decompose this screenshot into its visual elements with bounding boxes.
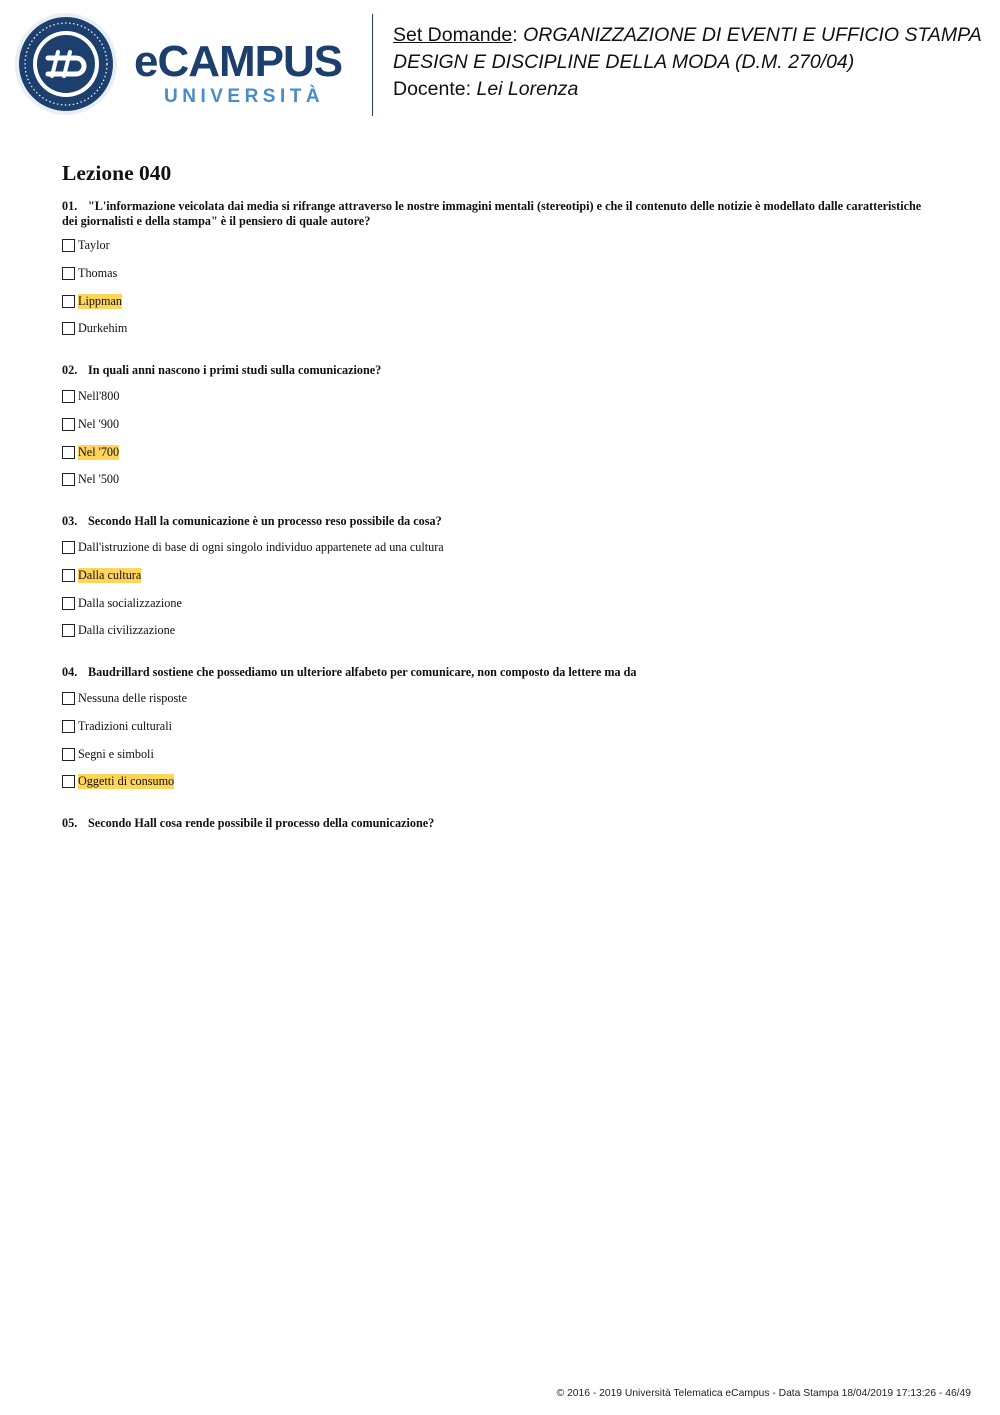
question-number: 04. — [62, 665, 78, 679]
checkbox[interactable] — [62, 541, 75, 554]
option-label: Tradizioni culturali — [78, 718, 172, 733]
lesson-title: Lezione 040 — [62, 161, 172, 185]
checkbox[interactable] — [62, 295, 75, 308]
checkbox[interactable] — [62, 473, 75, 486]
question-text: Baudrillard sostiene che possediamo un ulteriore alfabeto per comunicare, non composto da lettere ma da — [88, 665, 637, 679]
option-label: Nel '500 — [78, 471, 120, 486]
question-05 — [62, 816, 922, 831]
question-text: "L'informazione veicolata dai media si rifrange attraverso le nostre immagini mentali (stereotipi) e che il contenuto delle notizie è modellato dalle caratteristiche dei giornalisti e della stampa" è il pensiero di quale autore? — [62, 199, 922, 228]
option-label: Segni e simboli — [78, 746, 154, 761]
checkbox[interactable] — [62, 390, 75, 403]
checkbox[interactable] — [62, 692, 75, 705]
option-800[interactable] — [62, 388, 119, 404]
option-label: Dalla civilizzazione — [78, 622, 176, 637]
question-number: 03. — [62, 514, 78, 528]
option-900[interactable] — [62, 416, 119, 432]
header-info: Set Domande: ORGANIZZAZIONE DI EVENTI E UFFICIO STAMPA DESIGN E DISCIPLINE DELLA MODA (D.M. 270/04) Docente: Lei Lorenza — [393, 24, 982, 100]
docente-name: Lei Lorenza — [476, 78, 579, 100]
question-number: 05. — [62, 816, 78, 830]
option-socializzazione[interactable] — [62, 595, 182, 611]
set-title-line1: ORGANIZZAZIONE DI EVENTI E UFFICIO STAMPA — [523, 24, 982, 46]
option-label-highlighted: Lippman — [78, 293, 123, 308]
option-segni[interactable] — [62, 746, 154, 762]
option-durkehim[interactable] — [62, 320, 127, 336]
checkbox[interactable] — [62, 322, 75, 335]
page-footer: © 2016 - 2019 Università Telematica eCampus - Data Stampa 18/04/2019 17:13:26 - 46/49 — [556, 1388, 971, 1399]
option-label-highlighted: Nel '700 — [78, 444, 120, 459]
option-label: Nessuna delle risposte — [78, 690, 187, 705]
checkbox[interactable] — [62, 239, 75, 252]
option-civilizzazione[interactable] — [62, 622, 175, 638]
docente-label: Docente: — [393, 78, 472, 100]
question-03 — [62, 514, 922, 529]
option-cultura[interactable] — [62, 567, 141, 583]
option-istruzione[interactable] — [62, 539, 444, 555]
question-number: 02. — [62, 363, 78, 377]
question-01 — [62, 199, 922, 228]
question-text: In quali anni nascono i primi studi sulla comunicazione? — [88, 363, 382, 377]
option-label: Thomas — [78, 265, 118, 280]
option-label: Nell'800 — [78, 388, 120, 403]
question-02 — [62, 363, 922, 378]
option-tradizioni[interactable] — [62, 718, 172, 734]
option-label: Dalla socializzazione — [78, 595, 182, 610]
option-taylor[interactable] — [62, 237, 110, 253]
option-label-highlighted: Oggetti di consumo — [78, 773, 175, 788]
logo-wordmark: eCAMPUS — [134, 37, 343, 86]
checkbox[interactable] — [62, 418, 75, 431]
option-500[interactable] — [62, 471, 119, 487]
option-label: Nel '900 — [78, 416, 120, 431]
checkbox[interactable] — [62, 720, 75, 733]
option-thomas[interactable] — [62, 265, 117, 281]
checkbox[interactable] — [62, 748, 75, 761]
option-label: Dall'istruzione di base di ogni singolo individuo appartenete ad una cultura — [78, 539, 444, 554]
question-04 — [62, 665, 922, 680]
option-label: Durkehim — [78, 320, 128, 335]
checkbox[interactable] — [62, 775, 75, 788]
checkbox[interactable] — [62, 446, 75, 459]
option-label: Taylor — [78, 237, 110, 252]
checkbox[interactable] — [62, 597, 75, 610]
option-label-highlighted: Dalla cultura — [78, 567, 142, 582]
checkbox[interactable] — [62, 569, 75, 582]
set-title-line2: DESIGN E DISCIPLINE DELLA MODA (D.M. 270/04) — [393, 51, 855, 73]
option-lippman[interactable] — [62, 293, 122, 309]
checkbox[interactable] — [62, 267, 75, 280]
set-label: Set Domande — [393, 24, 513, 46]
logo-subtitle: UNIVERSITÀ — [164, 86, 325, 107]
question-number: 01. — [62, 199, 78, 213]
question-text: Secondo Hall cosa rende possibile il processo della comunicazione? — [88, 816, 435, 830]
page-header — [0, 0, 1000, 130]
checkbox[interactable] — [62, 624, 75, 637]
option-nessuna[interactable] — [62, 690, 187, 706]
header-divider — [372, 14, 373, 116]
question-text: Secondo Hall la comunicazione è un processo reso possibile da cosa? — [88, 514, 442, 528]
option-oggetti[interactable] — [62, 773, 174, 789]
ecampus-seal-logo-icon — [14, 12, 118, 116]
option-700[interactable] — [62, 444, 119, 460]
